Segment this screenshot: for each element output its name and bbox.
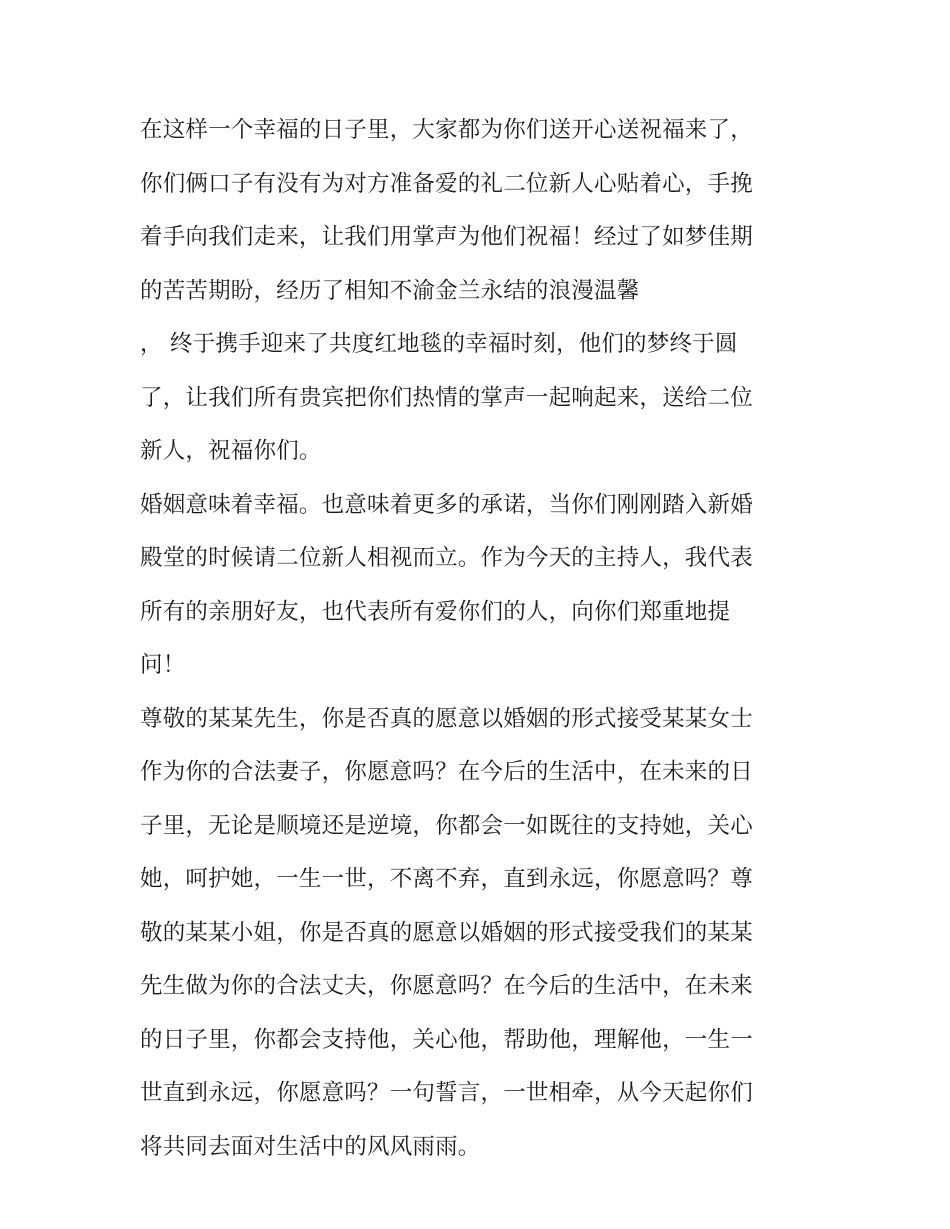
text-line: 婚姻意味着幸福。也意味着更多的承诺，当你们刚刚踏入新婚 — [140, 491, 753, 518]
text-line: ， 终于携手迎来了共度红地毯的幸福时刻，他们的梦终于圆 — [140, 331, 738, 357]
text-line: 你们俩口子有没有为对方准备爱的礼二位新人心贴着心，手挽 — [140, 170, 753, 197]
text-line: 将共同去面对生活中的风风雨雨。 — [140, 1133, 481, 1160]
text-line: 她，呵护她，一生一世，不离不弃，直到永远，你愿意吗？尊 — [140, 866, 753, 892]
text-line: 了，让我们所有贵宾把你们热情的掌声一起响起来，送给二位 — [140, 384, 753, 411]
text-line: 所有的亲朋好友，也代表所有爱你们的人，向你们郑重地提 — [140, 598, 731, 625]
text-line: 作为你的合法妻子，你愿意吗？在今后的生活中，在未来的日 — [140, 759, 753, 785]
text-line: 敬的某某小姐，你是否真的愿意以婚姻的形式接受我们的某某 — [140, 919, 753, 946]
text-line: 的日子里，你都会支持他，关心他，帮助他，理解他，一生一 — [140, 1026, 753, 1053]
text-line: 在这样一个幸福的日子里，大家都为你们送开心送祝福来了， — [140, 117, 753, 143]
text-line: 子里，无论是顺境还是逆境，你都会一如既往的支持她，关心 — [140, 812, 753, 839]
text-line: 尊敬的某某先生，你是否真的愿意以婚姻的形式接受某某女士 — [140, 705, 753, 732]
text-line: 的苦苦期盼，经历了相知不渝金兰永结的浪漫温馨 — [140, 277, 640, 304]
text-line: 殿堂的时候请二位新人相视而立。作为今天的主持人，我代表 — [140, 545, 753, 571]
document-body — [140, 104, 820, 1174]
text-line: 着手向我们走来，让我们用掌声为他们祝福！经过了如梦佳期 — [140, 224, 753, 250]
text-line: 世直到永远，你愿意吗？一句誓言，一世相牵，从今天起你们 — [140, 1080, 753, 1106]
text-line: 新人，祝福你们。 — [140, 438, 322, 464]
text-line: 问！ — [140, 652, 186, 678]
text-line: 先生做为你的合法丈夫，你愿意吗？在今后的生活中，在未来 — [140, 973, 753, 999]
